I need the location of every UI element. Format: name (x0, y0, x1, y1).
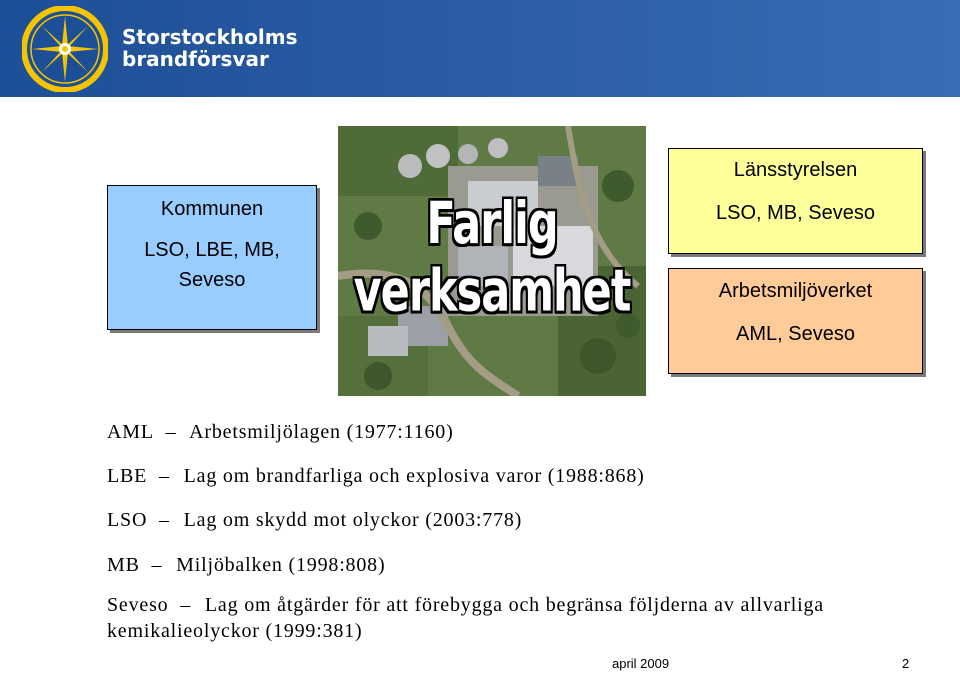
lansstyrelsen-laws: LSO, MB, Seveso (716, 202, 875, 224)
law-item-seveso (107, 592, 867, 644)
lansstyrelsen-title: Länsstyrelsen (733, 159, 858, 181)
law-text: Lag om skydd mot olyckor (2003:778) (183, 509, 523, 531)
lansstyrelsen-box (668, 148, 923, 254)
law-dash: – (159, 465, 170, 487)
law-item-lso (107, 508, 522, 532)
law-text: Miljöbalken (1998:808) (176, 554, 386, 576)
footer-date: april 2009 (612, 656, 670, 671)
law-text: Lag om åtgärder för att förebygga och begränsa följderna av allvarliga kemikalieolyckor (1999:381) (107, 594, 824, 642)
kommunen-box (107, 185, 317, 330)
star-emblem-icon (22, 6, 108, 92)
brand-line-1: Storstockholms (122, 25, 298, 49)
law-item-aml (107, 420, 454, 444)
brand-name (122, 26, 298, 70)
page-number: 2 (902, 656, 910, 671)
law-dash: – (165, 421, 177, 443)
arbetsmiljoverket-title: Arbetsmiljöverket (718, 280, 873, 302)
law-item-mb (107, 553, 385, 577)
law-abbr: Seveso (107, 594, 169, 616)
law-abbr: MB (107, 554, 140, 576)
banner-text: Farlig verksamhet (353, 190, 631, 326)
law-abbr: LBE (107, 465, 148, 487)
law-item-lbe (107, 464, 645, 488)
law-dash: – (151, 554, 163, 576)
law-abbr: LSO (107, 509, 148, 531)
law-abbr: AML (107, 421, 154, 443)
aerial-photo (338, 126, 646, 396)
law-text: Lag om brandfarliga och explosiva varor (1988:868) (183, 465, 645, 487)
law-dash: – (159, 509, 170, 531)
header-bar (0, 0, 960, 97)
law-text: Arbetsmiljölagen (1977:1160) (189, 421, 454, 443)
kommunen-title: Kommunen (160, 198, 264, 220)
law-dash: – (180, 594, 192, 616)
arbetsmiljoverket-box (668, 268, 923, 374)
brand-line-2: brandförsvar (122, 47, 269, 71)
kommunen-laws: LSO, LBE, MB, Seveso (144, 239, 280, 291)
arbetsmiljoverket-laws: AML, Seveso (736, 323, 855, 345)
